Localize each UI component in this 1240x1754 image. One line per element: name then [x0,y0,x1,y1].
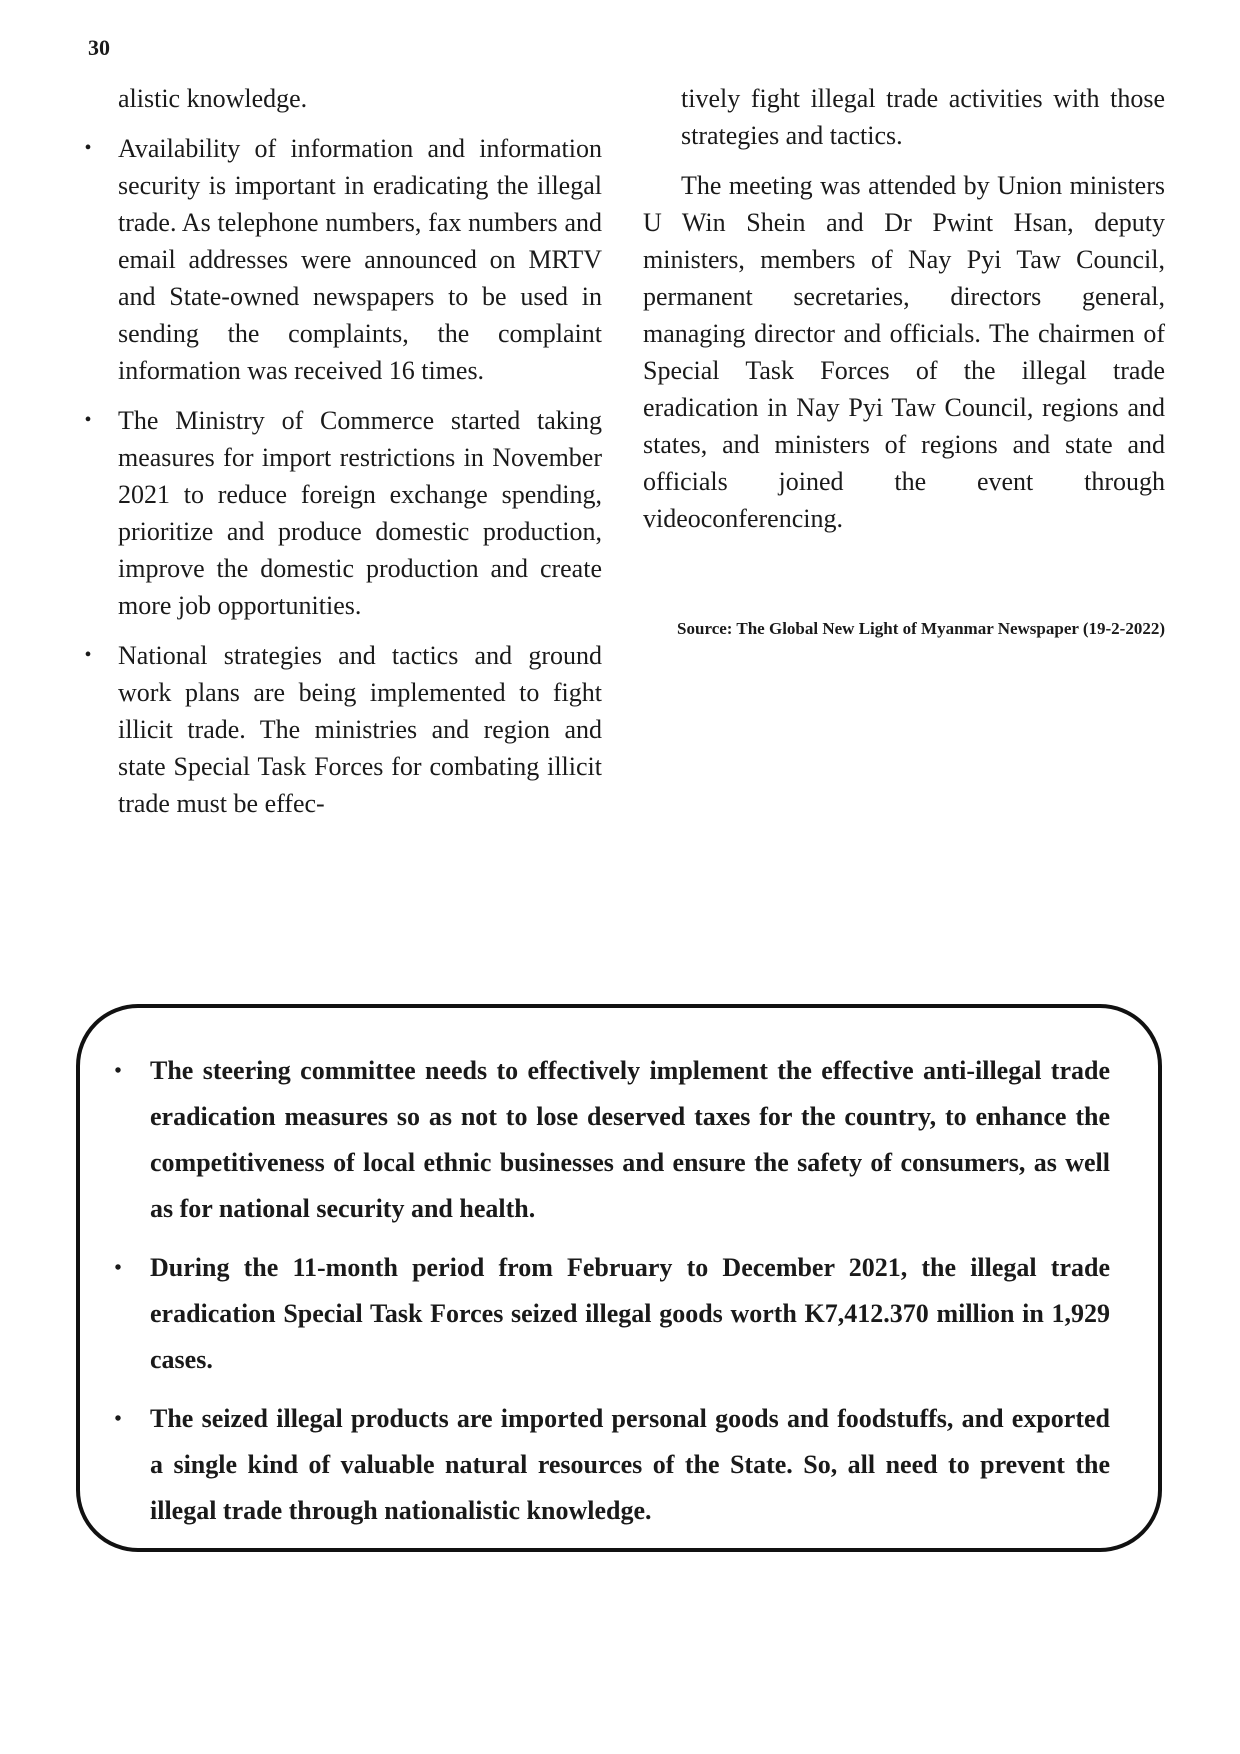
list-item-text: During the 11-month period from February to December 2021, the illegal trade eradication Special Task Forces seized illegal goods worth K7,412.370 million in 1,929 cases. [150,1253,1110,1374]
list-item [110,1396,1110,1534]
left-bullet-list [80,130,602,822]
list-item [80,637,602,822]
page-number: 30 [88,35,110,60]
list-item-text: National strategies and tactics and ground work plans are being implemented to fight illicit trade. The ministries and region and state Special Task Forces for combating illicit trade must be effec- [118,641,602,818]
list-item-text: The seized illegal products are imported personal goods and foodstuffs, and exported a single kind of valuable natural resources of the State. So, all need to prevent the illegal trade through nationalistic knowledge. [150,1404,1110,1525]
bullet-icon: • [114,1257,122,1279]
list-item-text: The Ministry of Commerce started taking measures for import restrictions in November 2021 to reduce foreign exchange spending, prioritize and produce domestic production, improve the domestic production and create more job opportunities. [118,406,602,620]
bullet-icon: • [114,1060,122,1082]
list-item-text: The steering committee needs to effectively implement the effective anti-illegal trade eradication measures so as not to lose deserved taxes for the country, to enhance the competitiveness of local ethnic businesses and ensure the safety of consumers, as well as for national security and health. [150,1056,1110,1223]
summary-bullet-list [110,1048,1110,1547]
bullet-icon: • [114,1408,122,1430]
list-item [110,1245,1110,1383]
summary-box [76,1004,1162,1552]
bullet-icon: • [84,644,92,666]
bullet-icon: • [84,137,92,159]
list-item [80,402,602,624]
list-item [110,1048,1110,1232]
source-citation: Source: The Global New Light of Myanmar Newspaper (19-2-2022) [677,619,1165,638]
left-column [80,80,602,822]
right-column [643,80,1165,537]
list-item-text: Availability of information and information security is important in eradicating the illegal trade. As telephone numbers, fax numbers and email addresses were announced on MRTV and State-owned newspapers to be used in sending the complaints, the complaint information was received 16 times. [118,134,602,385]
list-item [80,130,602,389]
meeting-paragraph: The meeting was attended by Union ministers U Win Shein and Dr Pwint Hsan, deputy ministers, members of Nay Pyi Taw Council, permanent secretaries, directors general, managing director and officials. The chairmen of Special Task Forces of the illegal trade eradication in Nay Pyi Taw Council, regions and states, and ministers of regions and state and officials joined the event through videoconferencing. [643,171,1165,533]
right-continuation-text: tively fight illegal trade activities with those strategies and tactics. [681,84,1165,150]
left-continuation-text: alistic knowledge. [118,84,308,113]
bullet-icon: • [84,409,92,431]
